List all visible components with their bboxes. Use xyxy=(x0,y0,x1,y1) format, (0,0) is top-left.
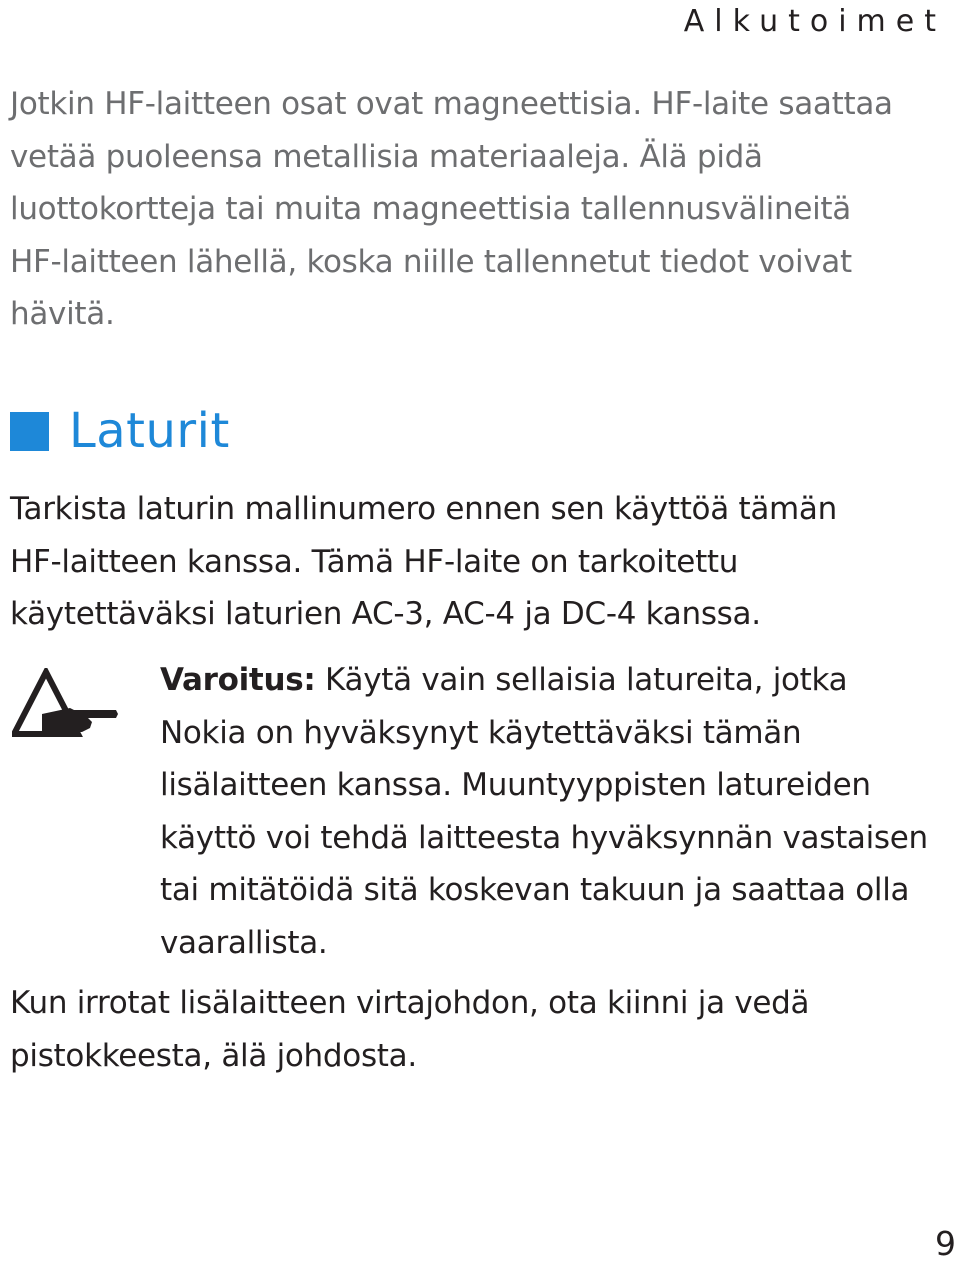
warning-line: tai mitätöidä sitä koskevan takuun ja saattaa olla xyxy=(160,872,910,908)
intro-line: vetää puoleensa metallisia materiaaleja. Älä pidä xyxy=(10,138,763,175)
intro-line: luottokortteja tai muita magneettisia tallennusvälineitä xyxy=(10,191,851,227)
warning-line: lisälaitteen kanssa. Muuntyyppisten latureiden xyxy=(160,767,871,803)
charger-line: Tarkista laturin mallinumero ennen sen käyttöä tämän xyxy=(10,491,837,527)
warning-label: Varoitus: xyxy=(160,662,316,698)
section-heading xyxy=(10,398,230,464)
warning-hand-icon xyxy=(12,668,120,738)
unplug-line: Kun irrotat lisälaitteen virtajohdon, ota kiinni ja vedä xyxy=(10,985,810,1021)
warning-line: vaarallista. xyxy=(160,924,328,961)
intro-line: Jotkin HF-laitteen osat ovat magneettisia. HF-laite saattaa xyxy=(10,86,893,122)
chapter-title: Alkutoimet xyxy=(683,4,946,39)
charger-paragraph xyxy=(10,483,837,641)
warning-paragraph xyxy=(160,654,928,969)
charger-line: HF-laitteen kanssa. Tämä HF-laite on tarkoitettu xyxy=(10,543,739,580)
intro-line: HF-laitteen lähellä, koska niille tallennetut tiedot voivat xyxy=(10,243,852,280)
charger-line: käytettäväksi laturien AC-3, AC-4 ja DC-4 kanssa. xyxy=(10,596,761,632)
unplug-paragraph xyxy=(10,977,809,1082)
warning-line: Nokia on hyväksynyt käytettäväksi tämän xyxy=(160,714,802,751)
warning-first-line-text: Käytä vain sellaisia latureita, jotka xyxy=(315,662,848,698)
section-marker-square-icon xyxy=(10,412,49,451)
warning-line: käyttö voi tehdä laitteesta hyväksynnän vastaisen xyxy=(160,819,928,856)
section-title: Laturit xyxy=(69,403,230,459)
intro-paragraph xyxy=(10,78,893,341)
page-number: 9 xyxy=(935,1224,956,1263)
warning-first-line xyxy=(160,654,928,707)
unplug-line: pistokkeesta, älä johdosta. xyxy=(10,1037,417,1074)
intro-line: hävitä. xyxy=(10,296,115,332)
